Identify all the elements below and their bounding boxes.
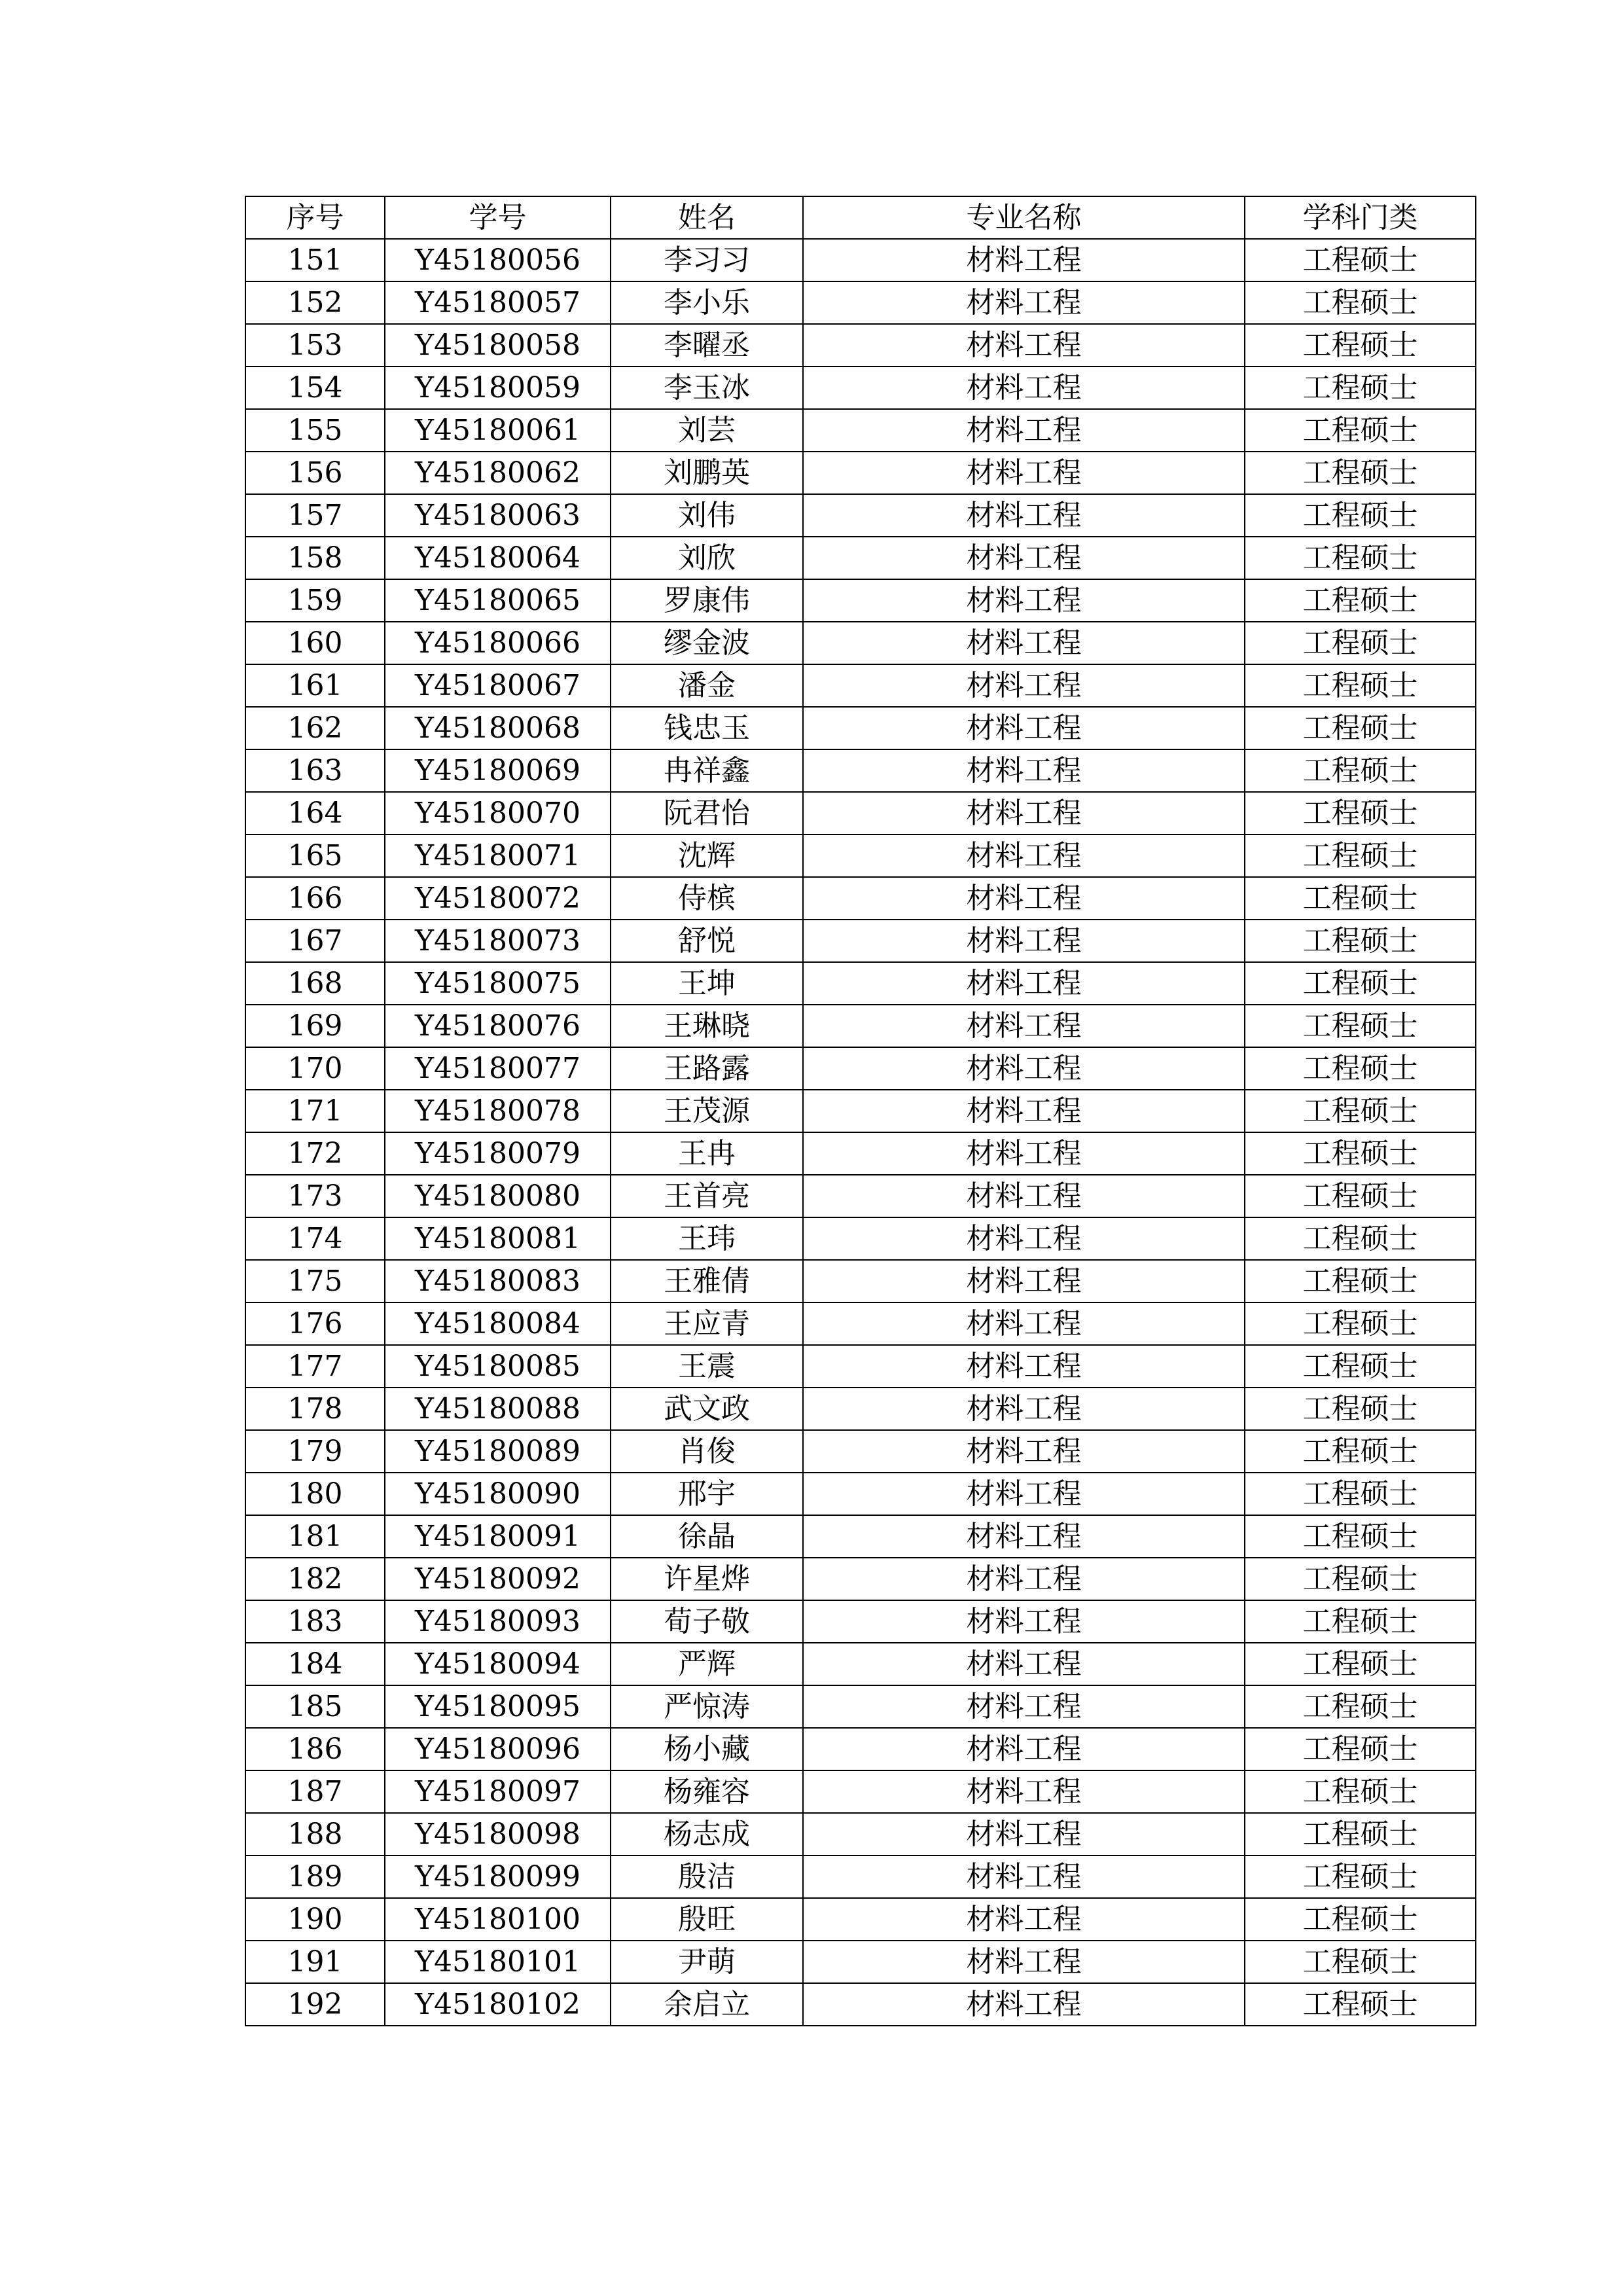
cell-discipline: 工程硕士 bbox=[1245, 664, 1476, 707]
cell-seq: 172 bbox=[245, 1132, 385, 1175]
table-row bbox=[245, 1856, 1476, 1898]
cell-discipline: 工程硕士 bbox=[1245, 834, 1476, 877]
cell-student-id: Y45180067 bbox=[385, 664, 611, 707]
cell-student-id: Y45180057 bbox=[385, 281, 611, 324]
cell-seq: 171 bbox=[245, 1090, 385, 1132]
cell-discipline: 工程硕士 bbox=[1245, 452, 1476, 494]
cell-name: 舒悦 bbox=[611, 920, 803, 962]
cell-name: 冉祥鑫 bbox=[611, 749, 803, 792]
cell-major: 材料工程 bbox=[803, 1685, 1245, 1728]
cell-name: 王应青 bbox=[611, 1302, 803, 1345]
cell-name: 李习习 bbox=[611, 239, 803, 281]
cell-seq: 168 bbox=[245, 962, 385, 1005]
cell-name: 严惊涛 bbox=[611, 1685, 803, 1728]
cell-major: 材料工程 bbox=[803, 792, 1245, 834]
cell-discipline: 工程硕士 bbox=[1245, 367, 1476, 409]
cell-name: 刘鹏英 bbox=[611, 452, 803, 494]
cell-name: 王冉 bbox=[611, 1132, 803, 1175]
cell-student-id: Y45180078 bbox=[385, 1090, 611, 1132]
cell-major: 材料工程 bbox=[803, 281, 1245, 324]
cell-major: 材料工程 bbox=[803, 749, 1245, 792]
cell-major: 材料工程 bbox=[803, 1558, 1245, 1600]
cell-name: 殷洁 bbox=[611, 1856, 803, 1898]
cell-discipline: 工程硕士 bbox=[1245, 622, 1476, 664]
cell-student-id: Y45180094 bbox=[385, 1643, 611, 1685]
table-header-row bbox=[245, 196, 1476, 239]
table-row bbox=[245, 281, 1476, 324]
cell-seq: 176 bbox=[245, 1302, 385, 1345]
cell-seq: 179 bbox=[245, 1430, 385, 1473]
table-row bbox=[245, 1515, 1476, 1558]
table-row bbox=[245, 1090, 1476, 1132]
table-row bbox=[245, 1217, 1476, 1260]
cell-discipline: 工程硕士 bbox=[1245, 1983, 1476, 2026]
cell-name: 杨志成 bbox=[611, 1813, 803, 1856]
cell-major: 材料工程 bbox=[803, 1430, 1245, 1473]
cell-major: 材料工程 bbox=[803, 1856, 1245, 1898]
cell-name: 罗康伟 bbox=[611, 579, 803, 622]
cell-name: 沈辉 bbox=[611, 834, 803, 877]
cell-name: 钱忠玉 bbox=[611, 707, 803, 749]
cell-discipline: 工程硕士 bbox=[1245, 1643, 1476, 1685]
table-row bbox=[245, 537, 1476, 579]
cell-discipline: 工程硕士 bbox=[1245, 1217, 1476, 1260]
table-row bbox=[245, 239, 1476, 281]
cell-seq: 175 bbox=[245, 1260, 385, 1302]
cell-seq: 155 bbox=[245, 409, 385, 452]
cell-discipline: 工程硕士 bbox=[1245, 1132, 1476, 1175]
cell-name: 王玮 bbox=[611, 1217, 803, 1260]
cell-student-id: Y45180079 bbox=[385, 1132, 611, 1175]
cell-seq: 187 bbox=[245, 1770, 385, 1813]
cell-discipline: 工程硕士 bbox=[1245, 1600, 1476, 1643]
cell-major: 材料工程 bbox=[803, 1090, 1245, 1132]
cell-name: 武文政 bbox=[611, 1388, 803, 1430]
cell-discipline: 工程硕士 bbox=[1245, 281, 1476, 324]
cell-major: 材料工程 bbox=[803, 537, 1245, 579]
cell-discipline: 工程硕士 bbox=[1245, 1302, 1476, 1345]
cell-name: 缪金波 bbox=[611, 622, 803, 664]
cell-major: 材料工程 bbox=[803, 1643, 1245, 1685]
header-major: 专业名称 bbox=[803, 196, 1245, 239]
cell-seq: 185 bbox=[245, 1685, 385, 1728]
cell-major: 材料工程 bbox=[803, 1600, 1245, 1643]
cell-name: 刘伟 bbox=[611, 494, 803, 537]
cell-seq: 186 bbox=[245, 1728, 385, 1770]
cell-major: 材料工程 bbox=[803, 962, 1245, 1005]
cell-name: 荀子敬 bbox=[611, 1600, 803, 1643]
cell-major: 材料工程 bbox=[803, 1515, 1245, 1558]
cell-seq: 182 bbox=[245, 1558, 385, 1600]
cell-major: 材料工程 bbox=[803, 324, 1245, 367]
cell-name: 王琳晓 bbox=[611, 1005, 803, 1047]
cell-name: 王路露 bbox=[611, 1047, 803, 1090]
table-row bbox=[245, 1600, 1476, 1643]
cell-seq: 188 bbox=[245, 1813, 385, 1856]
cell-discipline: 工程硕士 bbox=[1245, 1430, 1476, 1473]
cell-major: 材料工程 bbox=[803, 622, 1245, 664]
table-row bbox=[245, 622, 1476, 664]
cell-name: 王首亮 bbox=[611, 1175, 803, 1217]
table-row bbox=[245, 1813, 1476, 1856]
cell-major: 材料工程 bbox=[803, 1345, 1245, 1388]
table-row bbox=[245, 1728, 1476, 1770]
cell-seq: 151 bbox=[245, 239, 385, 281]
cell-student-id: Y45180097 bbox=[385, 1770, 611, 1813]
cell-student-id: Y45180100 bbox=[385, 1898, 611, 1941]
cell-student-id: Y45180063 bbox=[385, 494, 611, 537]
cell-student-id: Y45180061 bbox=[385, 409, 611, 452]
cell-name: 严辉 bbox=[611, 1643, 803, 1685]
cell-seq: 169 bbox=[245, 1005, 385, 1047]
cell-major: 材料工程 bbox=[803, 920, 1245, 962]
cell-seq: 184 bbox=[245, 1643, 385, 1685]
cell-student-id: Y45180084 bbox=[385, 1302, 611, 1345]
cell-seq: 177 bbox=[245, 1345, 385, 1388]
cell-major: 材料工程 bbox=[803, 1260, 1245, 1302]
cell-seq: 160 bbox=[245, 622, 385, 664]
cell-major: 材料工程 bbox=[803, 834, 1245, 877]
cell-student-id: Y45180062 bbox=[385, 452, 611, 494]
cell-discipline: 工程硕士 bbox=[1245, 1558, 1476, 1600]
table-row bbox=[245, 707, 1476, 749]
cell-discipline: 工程硕士 bbox=[1245, 877, 1476, 920]
cell-discipline: 工程硕士 bbox=[1245, 1388, 1476, 1430]
table-row bbox=[245, 1983, 1476, 2026]
cell-student-id: Y45180066 bbox=[385, 622, 611, 664]
cell-major: 材料工程 bbox=[803, 1983, 1245, 2026]
cell-student-id: Y45180072 bbox=[385, 877, 611, 920]
student-roster-table bbox=[245, 196, 1476, 2026]
cell-name: 殷旺 bbox=[611, 1898, 803, 1941]
cell-student-id: Y45180075 bbox=[385, 962, 611, 1005]
cell-student-id: Y45180080 bbox=[385, 1175, 611, 1217]
cell-discipline: 工程硕士 bbox=[1245, 1941, 1476, 1983]
cell-discipline: 工程硕士 bbox=[1245, 1898, 1476, 1941]
table-row bbox=[245, 1005, 1476, 1047]
cell-student-id: Y45180098 bbox=[385, 1813, 611, 1856]
table-row bbox=[245, 1898, 1476, 1941]
cell-name: 潘金 bbox=[611, 664, 803, 707]
table-row bbox=[245, 834, 1476, 877]
cell-student-id: Y45180076 bbox=[385, 1005, 611, 1047]
cell-seq: 192 bbox=[245, 1983, 385, 2026]
cell-student-id: Y45180095 bbox=[385, 1685, 611, 1728]
cell-seq: 153 bbox=[245, 324, 385, 367]
cell-discipline: 工程硕士 bbox=[1245, 1090, 1476, 1132]
cell-discipline: 工程硕士 bbox=[1245, 1728, 1476, 1770]
cell-discipline: 工程硕士 bbox=[1245, 1175, 1476, 1217]
cell-seq: 181 bbox=[245, 1515, 385, 1558]
cell-discipline: 工程硕士 bbox=[1245, 749, 1476, 792]
cell-major: 材料工程 bbox=[803, 1388, 1245, 1430]
cell-seq: 159 bbox=[245, 579, 385, 622]
cell-student-id: Y45180096 bbox=[385, 1728, 611, 1770]
cell-student-id: Y45180077 bbox=[385, 1047, 611, 1090]
cell-seq: 162 bbox=[245, 707, 385, 749]
cell-major: 材料工程 bbox=[803, 1005, 1245, 1047]
cell-major: 材料工程 bbox=[803, 1728, 1245, 1770]
table-row bbox=[245, 1558, 1476, 1600]
cell-major: 材料工程 bbox=[803, 1898, 1245, 1941]
cell-discipline: 工程硕士 bbox=[1245, 537, 1476, 579]
cell-name: 李曜丞 bbox=[611, 324, 803, 367]
table-row bbox=[245, 324, 1476, 367]
table-row bbox=[245, 1941, 1476, 1983]
cell-name: 阮君怡 bbox=[611, 792, 803, 834]
table-row bbox=[245, 1770, 1476, 1813]
cell-seq: 191 bbox=[245, 1941, 385, 1983]
cell-seq: 189 bbox=[245, 1856, 385, 1898]
cell-student-id: Y45180099 bbox=[385, 1856, 611, 1898]
cell-name: 李小乐 bbox=[611, 281, 803, 324]
cell-name: 王雅倩 bbox=[611, 1260, 803, 1302]
cell-student-id: Y45180088 bbox=[385, 1388, 611, 1430]
cell-name: 王茂源 bbox=[611, 1090, 803, 1132]
cell-discipline: 工程硕士 bbox=[1245, 1813, 1476, 1856]
cell-name: 邢宇 bbox=[611, 1473, 803, 1515]
cell-name: 王震 bbox=[611, 1345, 803, 1388]
cell-major: 材料工程 bbox=[803, 664, 1245, 707]
cell-name: 余启立 bbox=[611, 1983, 803, 2026]
cell-student-id: Y45180089 bbox=[385, 1430, 611, 1473]
cell-seq: 173 bbox=[245, 1175, 385, 1217]
cell-major: 材料工程 bbox=[803, 1047, 1245, 1090]
cell-student-id: Y45180056 bbox=[385, 239, 611, 281]
cell-student-id: Y45180068 bbox=[385, 707, 611, 749]
table-row bbox=[245, 494, 1476, 537]
cell-discipline: 工程硕士 bbox=[1245, 239, 1476, 281]
table-row bbox=[245, 409, 1476, 452]
cell-discipline: 工程硕士 bbox=[1245, 324, 1476, 367]
cell-major: 材料工程 bbox=[803, 494, 1245, 537]
cell-student-id: Y45180070 bbox=[385, 792, 611, 834]
cell-student-id: Y45180091 bbox=[385, 1515, 611, 1558]
table-row bbox=[245, 579, 1476, 622]
table-row bbox=[245, 1388, 1476, 1430]
cell-major: 材料工程 bbox=[803, 452, 1245, 494]
cell-name: 肖俊 bbox=[611, 1430, 803, 1473]
cell-seq: 170 bbox=[245, 1047, 385, 1090]
cell-discipline: 工程硕士 bbox=[1245, 1515, 1476, 1558]
table-row bbox=[245, 1302, 1476, 1345]
cell-major: 材料工程 bbox=[803, 1813, 1245, 1856]
cell-seq: 178 bbox=[245, 1388, 385, 1430]
table-row bbox=[245, 962, 1476, 1005]
cell-major: 材料工程 bbox=[803, 1302, 1245, 1345]
cell-student-id: Y45180090 bbox=[385, 1473, 611, 1515]
cell-name: 刘芸 bbox=[611, 409, 803, 452]
cell-student-id: Y45180092 bbox=[385, 1558, 611, 1600]
table-row bbox=[245, 1430, 1476, 1473]
table-row bbox=[245, 664, 1476, 707]
table-row bbox=[245, 1047, 1476, 1090]
cell-discipline: 工程硕士 bbox=[1245, 1345, 1476, 1388]
table-row bbox=[245, 877, 1476, 920]
cell-student-id: Y45180069 bbox=[385, 749, 611, 792]
cell-name: 侍槟 bbox=[611, 877, 803, 920]
cell-major: 材料工程 bbox=[803, 1941, 1245, 1983]
cell-discipline: 工程硕士 bbox=[1245, 1260, 1476, 1302]
cell-seq: 180 bbox=[245, 1473, 385, 1515]
cell-student-id: Y45180065 bbox=[385, 579, 611, 622]
header-student-id: 学号 bbox=[385, 196, 611, 239]
cell-discipline: 工程硕士 bbox=[1245, 707, 1476, 749]
cell-major: 材料工程 bbox=[803, 707, 1245, 749]
table-body bbox=[245, 239, 1476, 2026]
cell-major: 材料工程 bbox=[803, 1473, 1245, 1515]
cell-name: 杨小藏 bbox=[611, 1728, 803, 1770]
cell-seq: 165 bbox=[245, 834, 385, 877]
cell-discipline: 工程硕士 bbox=[1245, 792, 1476, 834]
cell-discipline: 工程硕士 bbox=[1245, 1473, 1476, 1515]
cell-major: 材料工程 bbox=[803, 409, 1245, 452]
cell-major: 材料工程 bbox=[803, 1175, 1245, 1217]
cell-discipline: 工程硕士 bbox=[1245, 1005, 1476, 1047]
table-row bbox=[245, 749, 1476, 792]
cell-seq: 164 bbox=[245, 792, 385, 834]
cell-student-id: Y45180064 bbox=[385, 537, 611, 579]
cell-seq: 158 bbox=[245, 537, 385, 579]
cell-student-id: Y45180102 bbox=[385, 1983, 611, 2026]
table-row bbox=[245, 452, 1476, 494]
cell-seq: 157 bbox=[245, 494, 385, 537]
cell-student-id: Y45180058 bbox=[385, 324, 611, 367]
cell-student-id: Y45180081 bbox=[385, 1217, 611, 1260]
header-seq: 序号 bbox=[245, 196, 385, 239]
cell-seq: 183 bbox=[245, 1600, 385, 1643]
cell-major: 材料工程 bbox=[803, 1132, 1245, 1175]
cell-major: 材料工程 bbox=[803, 367, 1245, 409]
cell-discipline: 工程硕士 bbox=[1245, 409, 1476, 452]
cell-seq: 152 bbox=[245, 281, 385, 324]
cell-seq: 156 bbox=[245, 452, 385, 494]
cell-student-id: Y45180073 bbox=[385, 920, 611, 962]
cell-seq: 174 bbox=[245, 1217, 385, 1260]
cell-discipline: 工程硕士 bbox=[1245, 1685, 1476, 1728]
cell-name: 尹萌 bbox=[611, 1941, 803, 1983]
cell-major: 材料工程 bbox=[803, 877, 1245, 920]
header-name: 姓名 bbox=[611, 196, 803, 239]
cell-name: 徐晶 bbox=[611, 1515, 803, 1558]
table-row bbox=[245, 1643, 1476, 1685]
cell-discipline: 工程硕士 bbox=[1245, 1770, 1476, 1813]
cell-discipline: 工程硕士 bbox=[1245, 962, 1476, 1005]
cell-major: 材料工程 bbox=[803, 579, 1245, 622]
cell-name: 许星烨 bbox=[611, 1558, 803, 1600]
cell-seq: 190 bbox=[245, 1898, 385, 1941]
cell-seq: 167 bbox=[245, 920, 385, 962]
table-row bbox=[245, 1345, 1476, 1388]
cell-major: 材料工程 bbox=[803, 1770, 1245, 1813]
cell-major: 材料工程 bbox=[803, 239, 1245, 281]
cell-student-id: Y45180085 bbox=[385, 1345, 611, 1388]
cell-name: 杨雍容 bbox=[611, 1770, 803, 1813]
table-row bbox=[245, 1473, 1476, 1515]
cell-student-id: Y45180059 bbox=[385, 367, 611, 409]
table-row bbox=[245, 1260, 1476, 1302]
cell-seq: 161 bbox=[245, 664, 385, 707]
table-row bbox=[245, 1132, 1476, 1175]
cell-seq: 154 bbox=[245, 367, 385, 409]
cell-discipline: 工程硕士 bbox=[1245, 494, 1476, 537]
cell-name: 刘欣 bbox=[611, 537, 803, 579]
cell-student-id: Y45180083 bbox=[385, 1260, 611, 1302]
cell-discipline: 工程硕士 bbox=[1245, 920, 1476, 962]
cell-name: 李玉冰 bbox=[611, 367, 803, 409]
cell-student-id: Y45180071 bbox=[385, 834, 611, 877]
cell-student-id: Y45180093 bbox=[385, 1600, 611, 1643]
cell-name: 王坤 bbox=[611, 962, 803, 1005]
table-row bbox=[245, 1175, 1476, 1217]
table-row bbox=[245, 792, 1476, 834]
cell-major: 材料工程 bbox=[803, 1217, 1245, 1260]
cell-discipline: 工程硕士 bbox=[1245, 1856, 1476, 1898]
cell-student-id: Y45180101 bbox=[385, 1941, 611, 1983]
cell-discipline: 工程硕士 bbox=[1245, 579, 1476, 622]
cell-discipline: 工程硕士 bbox=[1245, 1047, 1476, 1090]
cell-seq: 166 bbox=[245, 877, 385, 920]
header-discipline: 学科门类 bbox=[1245, 196, 1476, 239]
table-row bbox=[245, 367, 1476, 409]
cell-seq: 163 bbox=[245, 749, 385, 792]
table-row bbox=[245, 1685, 1476, 1728]
table-row bbox=[245, 920, 1476, 962]
